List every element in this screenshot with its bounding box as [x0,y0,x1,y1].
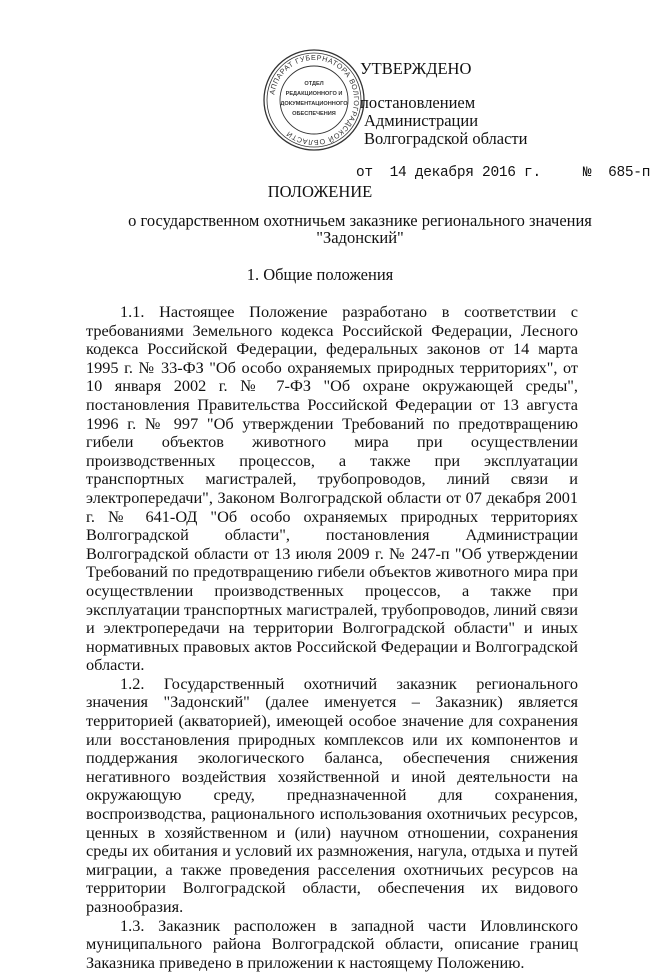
approval-line: постановлением [360,93,476,112]
document-body [86,303,578,972]
paragraph: 1.1. Настоящее Положение разработано в соответствии с требованиями Земельного кодекса Российской Федерации, Лесного кодекса Российской Федерации, федеральных законов от 14 марта 1995 г. № 33-ФЗ "Об особо охраняемых природных территориях", от 10 января 2002 г. № 7-ФЗ "Об охране окружающей среды", постановления Правительства Российской Федерации от 13 августа 1996 г. № 997 "Об утверждении Требований по предотвращению гибели объектов животного мира при осуществлении производственных процессов, а также при эксплуатации транспортных магистралей, трубопроводов, линий связи и электропередачи", Законом Волгоградской области от 07 декабря 2001 г. № 641-ОД "Об особо охраняемых природных территориях Волгоградской области", постановления Администрации Волгоградской области от 13 июля 2009 г. № 247-п "Об утверждении Требований по предотвращению гибели объектов животного мира при осуществлении производственных процессов, а также при эксплуатации транспортных магистралей, трубопроводов, линий связи и электропередачи на территории Волгоградской области" и иных нормативных правовых актов Российской Федерации и Волгоградской области. [86,302,578,675]
approval-reference [356,164,650,182]
stamp-center-line: РЕДАКЦИОННОГО И [285,91,343,97]
document-subtitle-line: о государственном охотничьем заказнике регионального значения [128,211,592,230]
document-title: ПОЛОЖЕНИЕ [267,182,373,201]
stamp-ring-text: АППАРАТ ГУБЕРНАТОРА ВОЛГОГРАДСКОЙ ОБЛАСТИ [267,52,362,148]
stamp-seal-icon [262,48,366,152]
approval-line: Администрации [364,111,479,130]
paragraph: 1.2. Государственный охотничий заказник регионального значения "Задонский" (далее именуется – Заказник) является территорией (акваторией), имеющей особое значение для сохранения или восстановления природных комплексов или их компонентов и поддержания экологического баланса, обеспечения снижения негативного воздействия хозяйственной и иной деятельности на окружающую среду, предназначенной для сохранения, воспроизводства, рационального использования охотничьих ресурсов, ценных в хозяйственном и (или) научном отношении, сохранения среды их обитания и условий их размножения, нагула, отдыха и путей миграции, а также проведения расселения охотничьих ресурсов на территории Волгоградской области, обеспечения их видового разнообразия. [86,673,578,916]
official-stamp [262,48,366,152]
paragraph: 1.3. Заказник расположен в западной части Иловлинского муниципального района Волгоградской области, описание границ Заказника приведено в приложении к настоящему Положению. [86,915,578,972]
number-label: № [582,165,592,181]
stamp-center-line: ДОКУМЕНТАЦИОННОГО [280,101,348,107]
stamp-center-line: ОБЕСПЕЧЕНИЯ [292,111,336,117]
approval-block [356,59,651,182]
document-subtitle-line: "Задонский" [316,228,404,247]
date-prefix: от [356,165,373,181]
approval-heading: УТВЕРЖДЕНО [360,59,472,78]
section-heading: 1. Общие положения [246,265,394,284]
stamp-center-line: ОТДЕЛ [304,81,324,87]
approval-line: Волгоградской области [364,129,528,148]
approval-number: 685-п [608,165,651,181]
approval-date: 14 декабря 2016 г. [389,165,541,181]
document-subtitle [60,212,660,246]
